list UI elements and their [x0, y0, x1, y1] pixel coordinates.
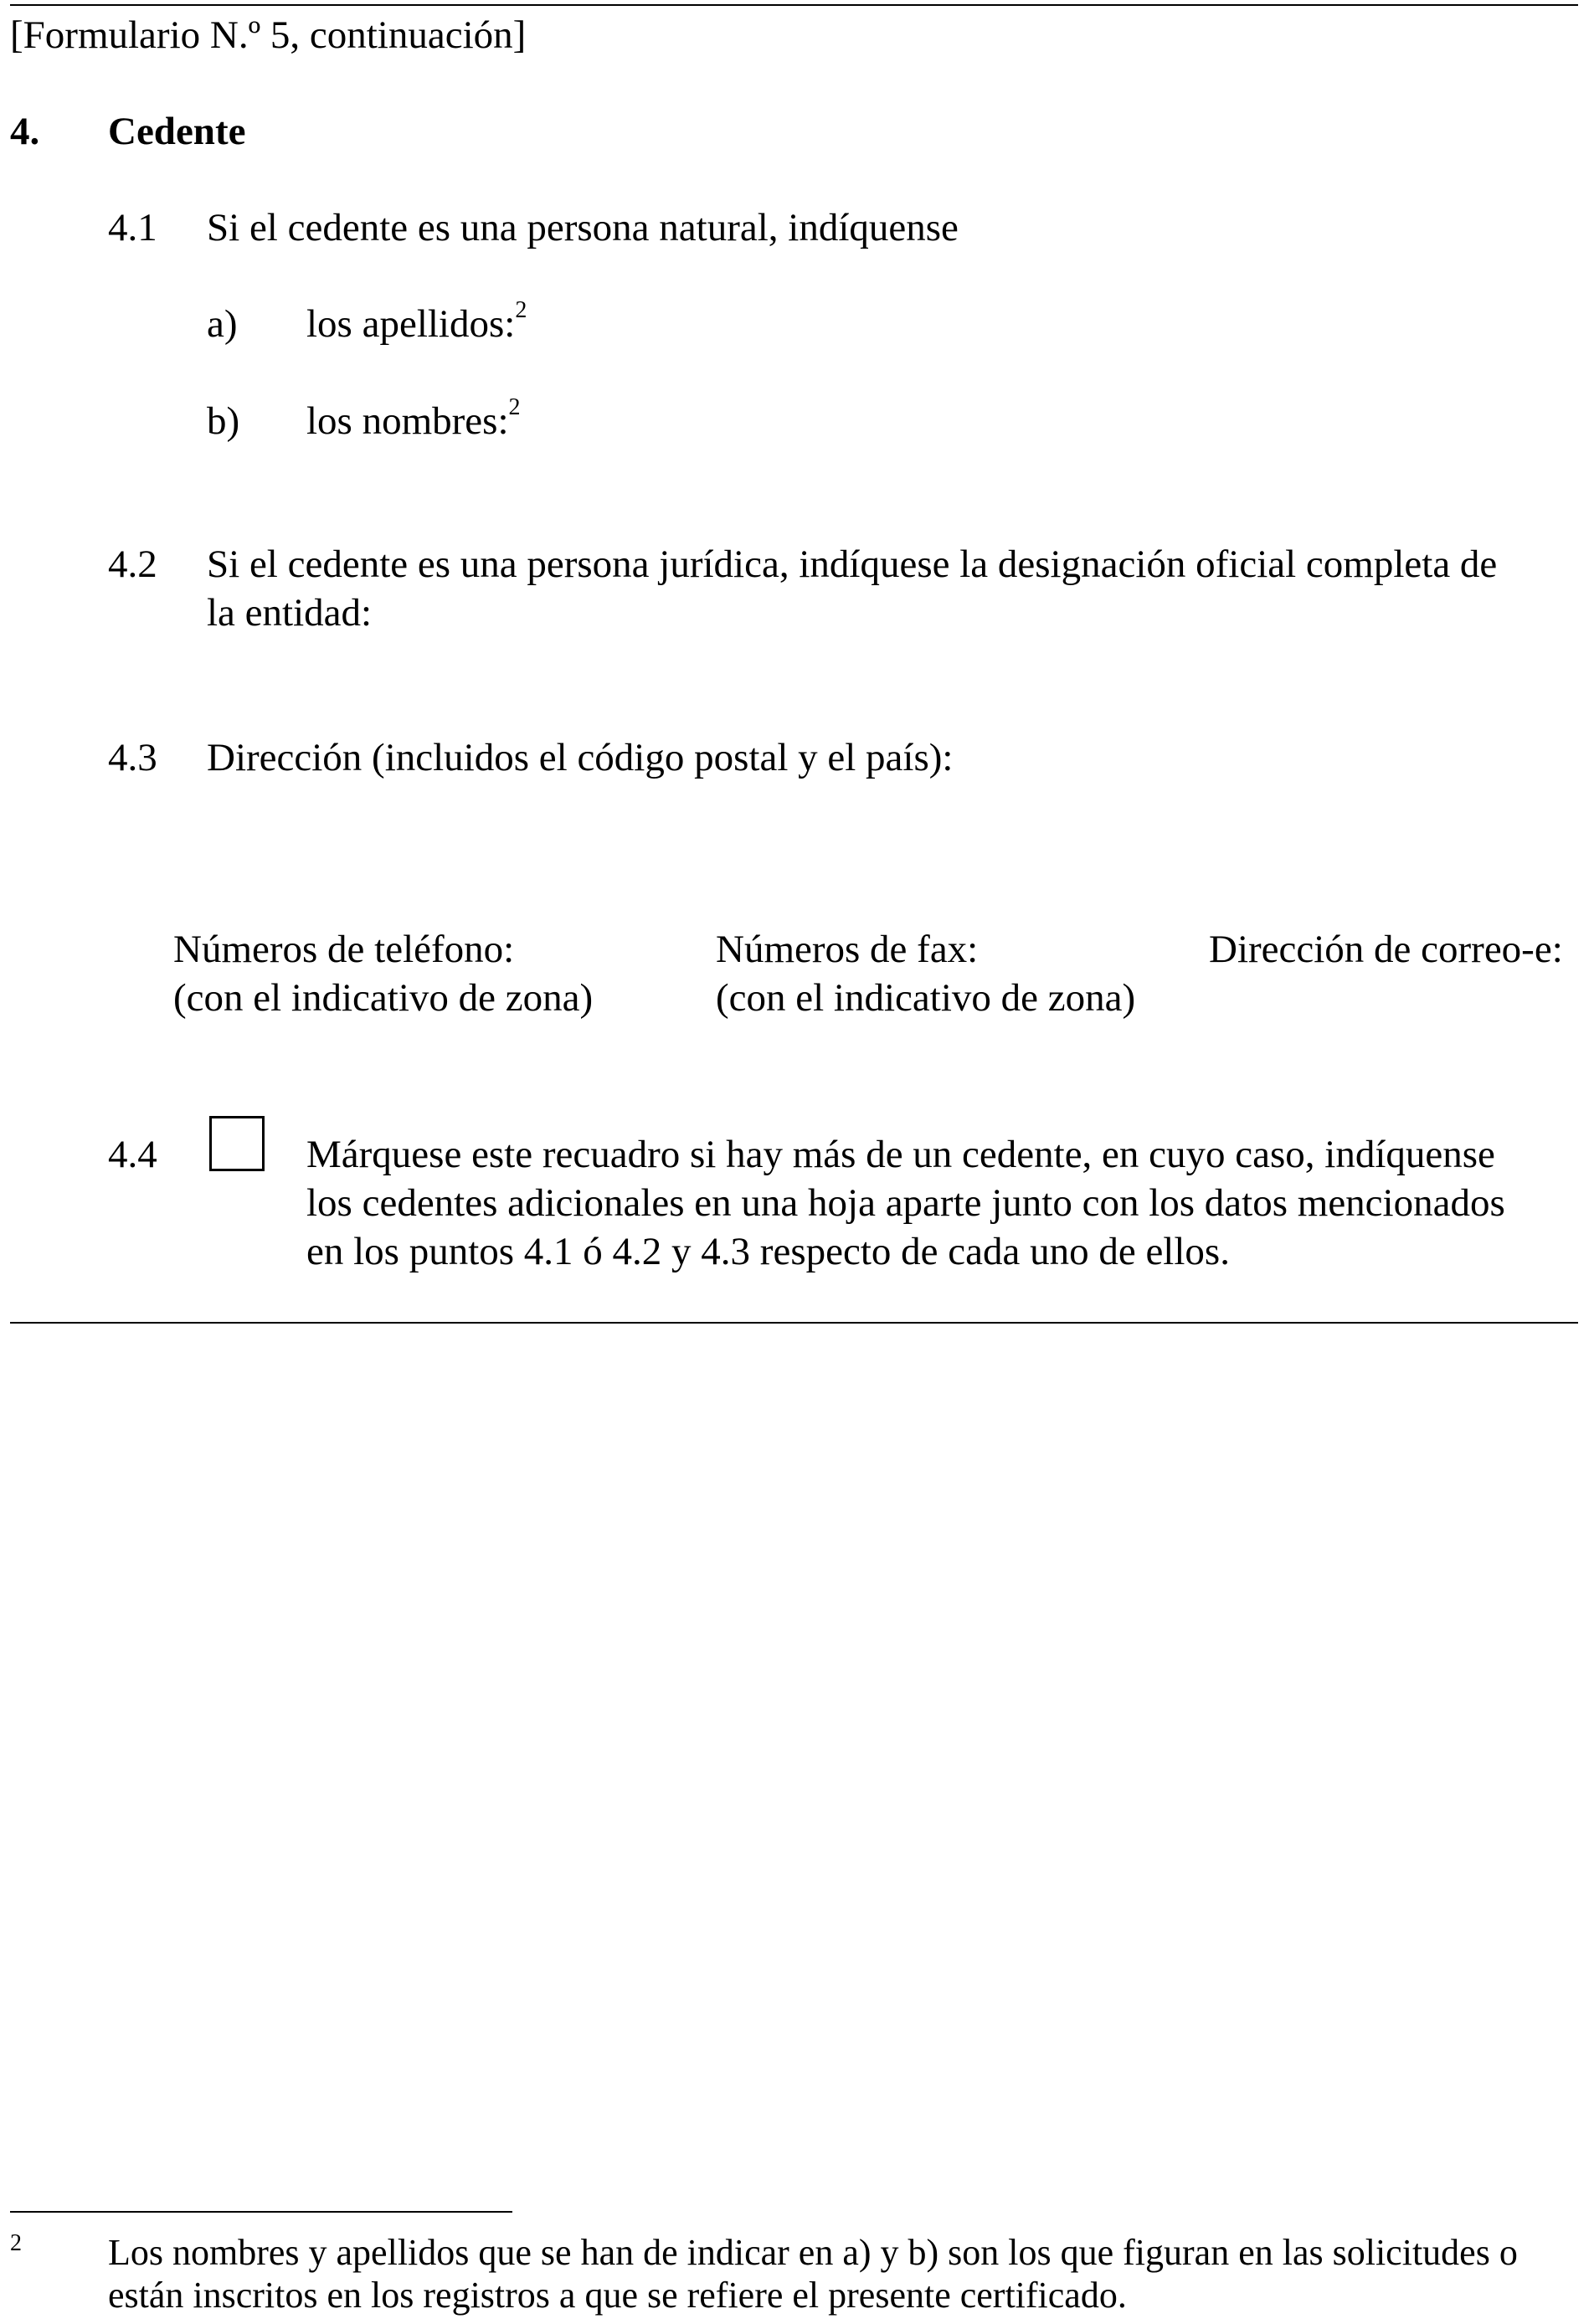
subitem-a-text [306, 297, 527, 348]
item-text-4-2-line1: Si el cedente es una persona jurídica, indíquese la designación oficial completa de [207, 542, 1498, 586]
footnote-line1: Los nombres y apellidos que se han de indicar en a) y b) son los que figuran en las solicitudes o [108, 2232, 1518, 2273]
footnote-marker: 2 [10, 2230, 22, 2256]
form-header: [Formulario N.º 5, continuación] [10, 13, 527, 57]
footnote-ref: 2 [508, 394, 521, 421]
footnote-separator [10, 2211, 512, 2213]
phone-sublabel: (con el indicativo de zona) [173, 976, 594, 1020]
section-number: 4. [10, 110, 40, 153]
item-text-4-3: Dirección (incluidos el código postal y el país): [207, 736, 954, 779]
item-text-4-1: Si el cedente es una persona natural, indíquense [207, 206, 959, 249]
item-number-4-2: 4.2 [108, 542, 157, 586]
item-text-4-4-line1: Márquese este recuadro si hay más de un cedente, en cuyo caso, indíquense [306, 1133, 1495, 1176]
section-bottom-rule [10, 1322, 1578, 1324]
item-text-4-4-line3: en los puntos 4.1 ó 4.2 y 4.3 respecto de cada uno de ellos. [306, 1230, 1230, 1273]
item-number-4-1: 4.1 [108, 206, 157, 249]
section-title: Cedente [108, 110, 246, 153]
item-number-4-4: 4.4 [108, 1133, 157, 1176]
footnote-line2: están inscritos en los registros a que se refiere el presente certificado. [108, 2275, 1127, 2316]
subitem-b-label: b) [207, 399, 240, 443]
item-text-4-2-line2: la entidad: [207, 591, 373, 635]
footnote-ref: 2 [515, 297, 527, 324]
subitem-b-text [306, 394, 521, 445]
email-label: Dirección de correo-e: [1209, 928, 1563, 971]
surnames-label: los apellidos: [306, 302, 516, 346]
multiple-assignors-checkbox[interactable] [209, 1116, 265, 1171]
names-label: los nombres: [306, 399, 509, 443]
fax-label: Números de fax: [716, 928, 979, 971]
fax-sublabel: (con el indicativo de zona) [716, 976, 1136, 1020]
top-rule [10, 4, 1578, 6]
item-number-4-3: 4.3 [108, 736, 157, 779]
item-text-4-4-line2: los cedentes adicionales en una hoja aparte junto con los datos mencionados [306, 1181, 1505, 1225]
subitem-a-label: a) [207, 302, 238, 346]
phone-label: Números de teléfono: [173, 928, 515, 971]
